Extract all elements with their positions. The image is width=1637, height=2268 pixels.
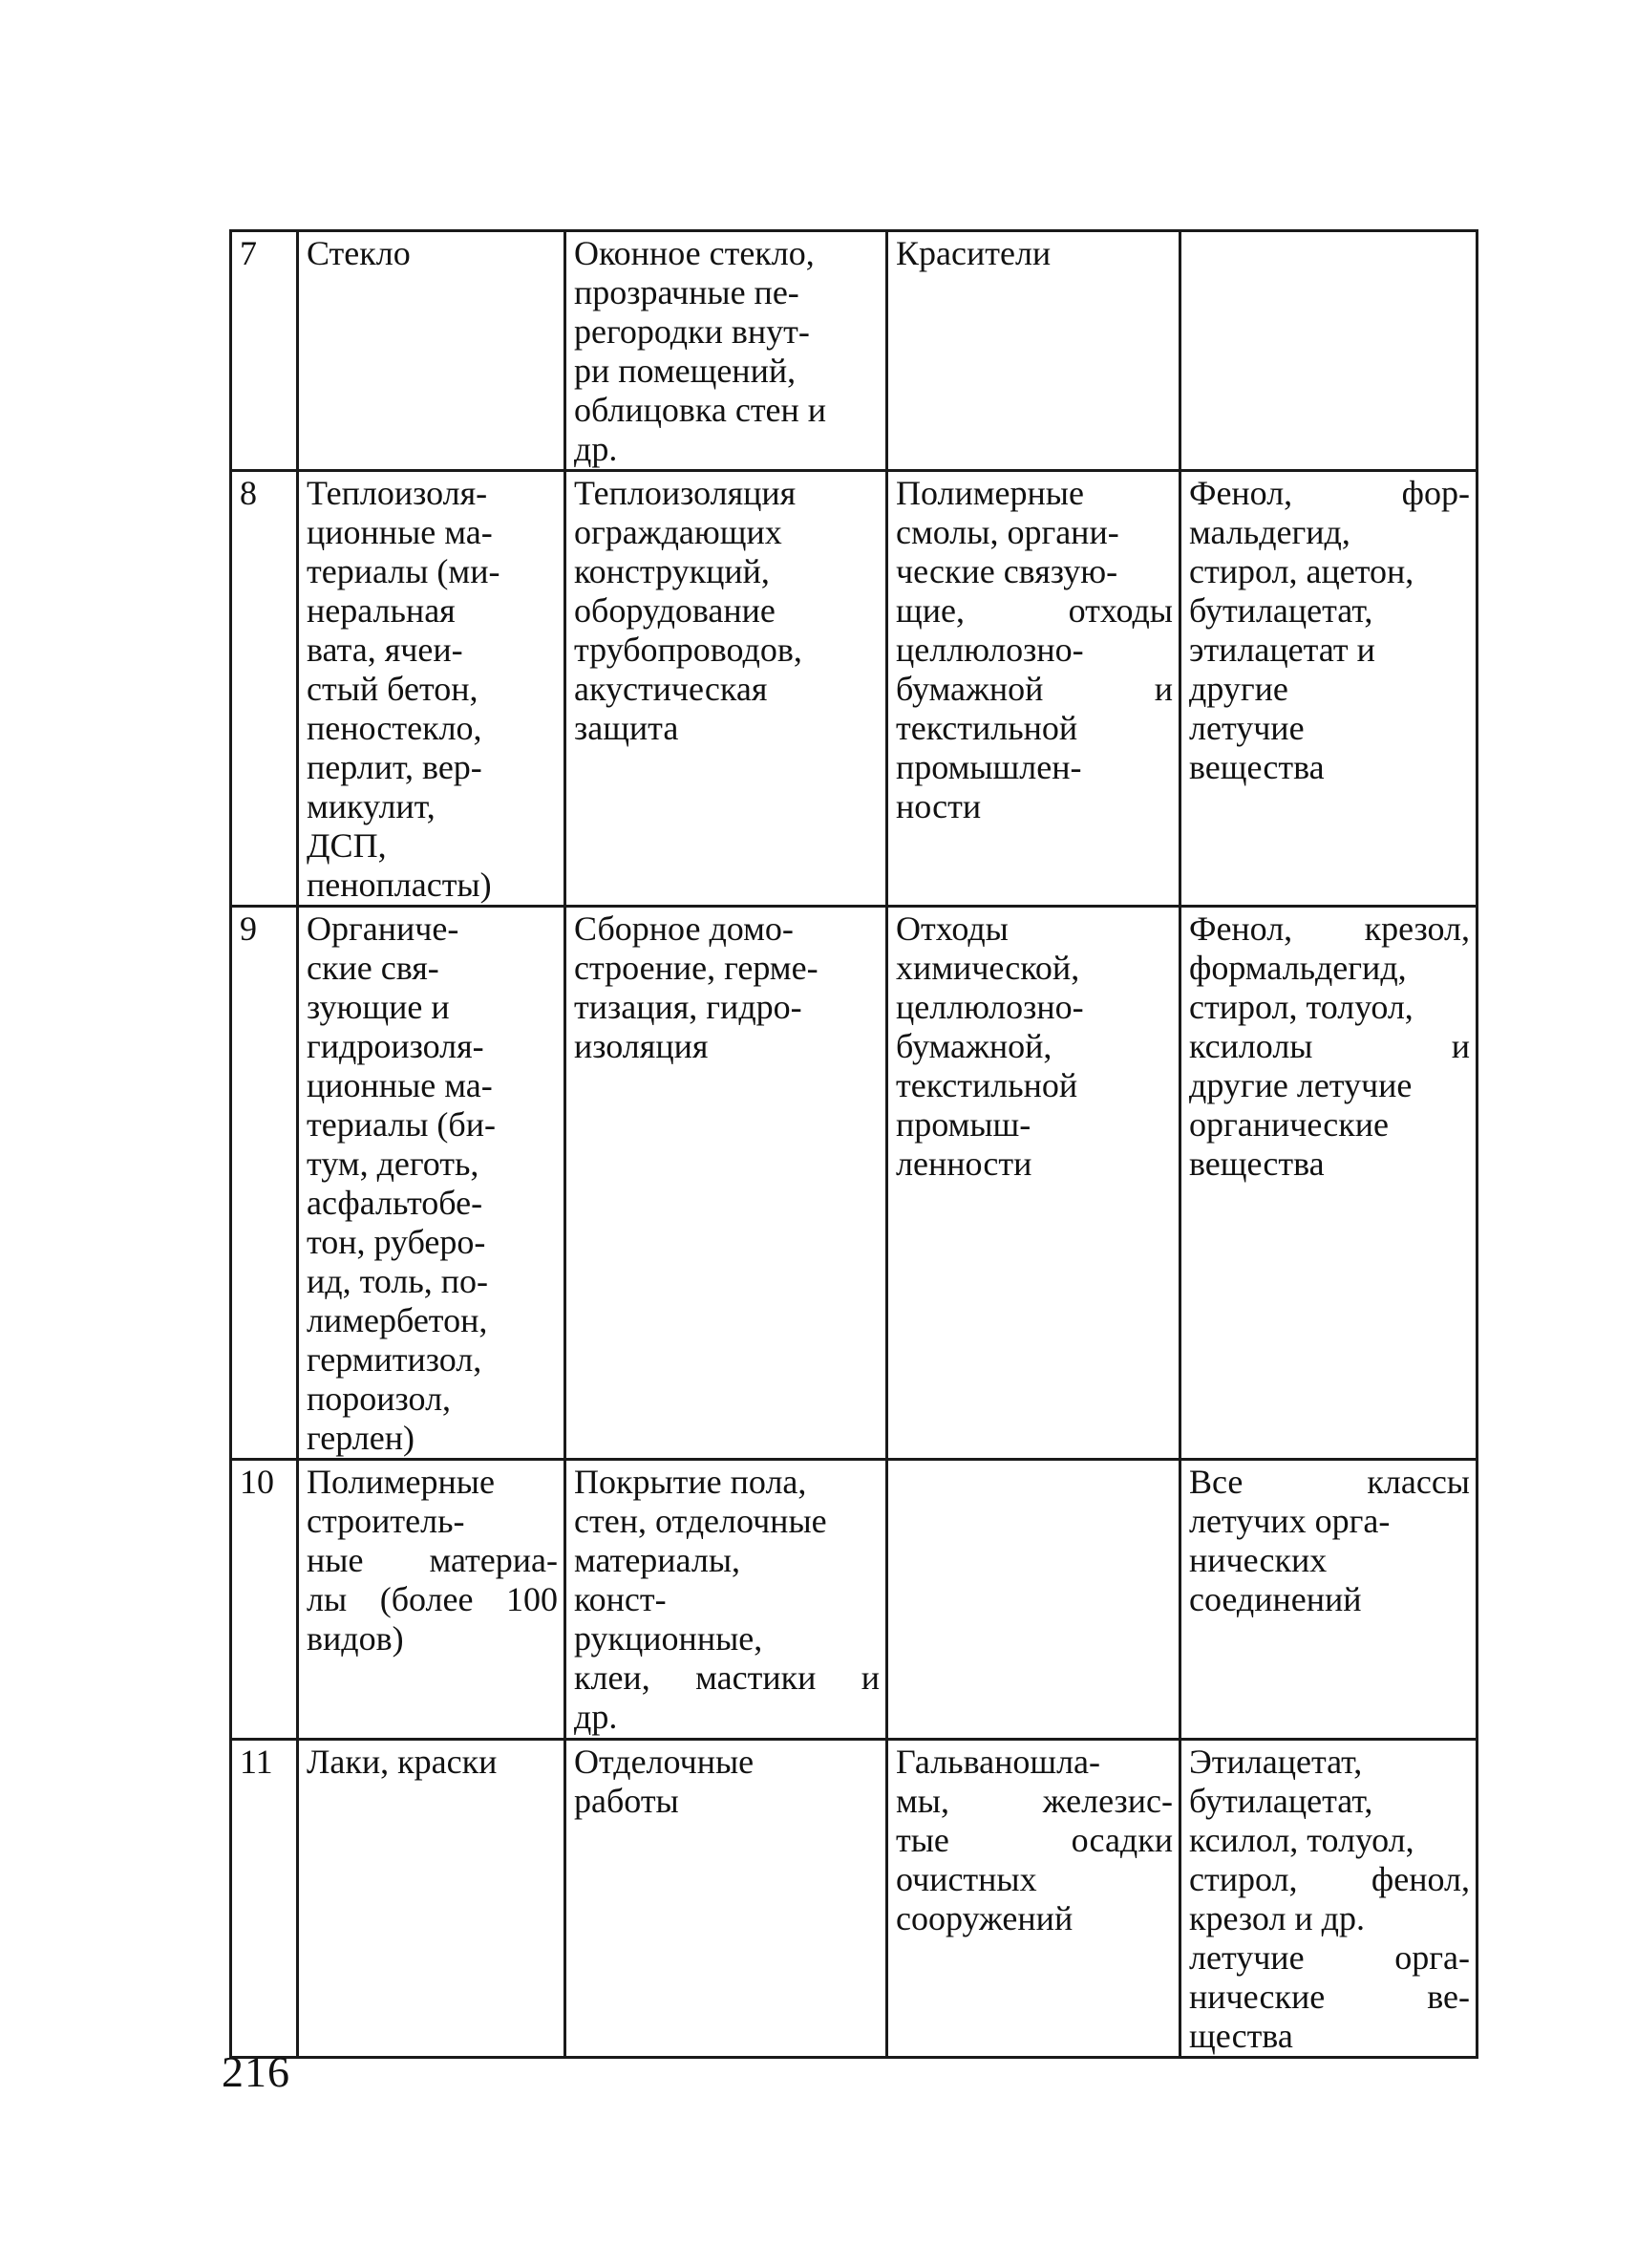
cell-text-line: ДСП, (307, 826, 387, 865)
cell-text-line: органические (1189, 1105, 1389, 1144)
table-row (231, 1740, 1478, 2058)
cell-text-line: конст- (574, 1580, 667, 1618)
cell-text-line: крезол и др. (1189, 1899, 1365, 1937)
cell-text-line: асфальтобе- (307, 1184, 483, 1222)
table-cell-application (565, 1740, 887, 2058)
cell-text-line: Сборное домо- (574, 909, 794, 948)
table-cell-application (565, 1460, 887, 1740)
table-cell-emissions (1180, 1460, 1478, 1740)
cell-text-line: Теплоизоляция (574, 474, 797, 512)
cell-text-line: ционные ма- (307, 513, 493, 551)
table-cell-num (231, 471, 298, 907)
cell-text-line: соединений (1189, 1580, 1362, 1618)
cell-text-line: текстильной (896, 1066, 1078, 1104)
cell-text-line: облицовка стен и (574, 391, 827, 429)
table-cell-emissions (1180, 1740, 1478, 2058)
cell-text-line: териалы (ми- (307, 552, 500, 590)
cell-text-line: текстильной (896, 709, 1078, 747)
cell-text-line: этилацетат и (1189, 631, 1375, 669)
table-cell-material (298, 1460, 565, 1740)
cell-text-line: гермитизол, (307, 1340, 482, 1379)
cell-text-line: ксилолы и (1189, 1027, 1470, 1065)
cell-text-line: бутилацетат, (1189, 591, 1373, 630)
table-row (231, 231, 1478, 471)
cell-text-line: тон, руберо- (307, 1223, 486, 1261)
table-row (231, 1460, 1478, 1740)
cell-text-line: строение, герме- (574, 949, 818, 987)
cell-text-line: териалы (би- (307, 1105, 496, 1144)
table-cell-emissions (1180, 907, 1478, 1460)
table-cell-num (231, 907, 298, 1460)
table-cell-material (298, 471, 565, 907)
cell-text-line: лы (более 100 (307, 1580, 558, 1618)
cell-text-line: гидроизоля- (307, 1027, 484, 1065)
cell-text-line: оборудование (574, 591, 776, 630)
row-number: 9 (240, 909, 257, 948)
row-number: 11 (240, 1743, 273, 1781)
cell-text-line: изоляция (574, 1027, 709, 1065)
cell-text-line: Гальваношла- (896, 1743, 1101, 1781)
cell-text-line: клеи, мастики и (574, 1658, 880, 1697)
cell-text-line: другие летучие (1189, 1066, 1413, 1104)
table-cell-application (565, 231, 887, 471)
cell-text-line: ские свя- (307, 949, 439, 987)
table-row (231, 907, 1478, 1460)
cell-text-line: бумажной и (896, 670, 1173, 708)
cell-text-line: Теплоизоля- (307, 474, 488, 512)
cell-text-line: Полимерные (307, 1463, 495, 1501)
cell-text-line: Лаки, краски (307, 1743, 498, 1781)
cell-text-line: целлюлозно- (896, 631, 1084, 669)
row-number: 7 (240, 234, 257, 272)
cell-text-line: Отделочные (574, 1743, 755, 1781)
cell-text-line: ционные ма- (307, 1066, 493, 1104)
cell-text-line: Отходы (896, 909, 1009, 948)
cell-text-line: летучие орга- (1189, 1938, 1470, 1977)
cell-text-line: рукционные, (574, 1619, 763, 1658)
cell-text-line: химической, (896, 949, 1080, 987)
cell-text-line: летучие (1189, 709, 1305, 747)
cell-text-line: видов) (307, 1619, 404, 1658)
cell-text-line: прозрачные пе- (574, 273, 799, 311)
cell-text-line: щие, отходы (896, 591, 1173, 630)
cell-text-line: формальдегид, (1189, 949, 1407, 987)
table-cell-waste (887, 231, 1180, 471)
table-cell-material (298, 907, 565, 1460)
cell-text-line: Фенол, крезол, (1189, 909, 1470, 948)
cell-text-line: стирол, фенол, (1189, 1860, 1470, 1898)
cell-text-line: микулит, (307, 787, 436, 825)
cell-text-line: Покрытие пола, (574, 1463, 807, 1501)
cell-text-line: нические ве- (1189, 1978, 1470, 2016)
cell-text-line: щества (1189, 2017, 1293, 2055)
cell-text-line: нических (1189, 1541, 1328, 1579)
cell-text-line: лимербетон, (307, 1301, 488, 1339)
cell-text-line: пеностекло, (307, 709, 482, 747)
table-cell-emissions (1180, 231, 1478, 471)
cell-text-line: ид, толь, по- (307, 1262, 489, 1300)
cell-text-line: бутилацетат, (1189, 1782, 1373, 1820)
cell-text-line: пенопласты) (307, 866, 492, 904)
cell-text-line: пороизол, (307, 1380, 452, 1418)
cell-text-line: ности (896, 787, 982, 825)
cell-text-line: тые осадки (896, 1821, 1173, 1859)
cell-text-line: конструкций, (574, 552, 770, 590)
cell-text-line: летучих орга- (1189, 1502, 1391, 1540)
cell-text-line: стирол, ацетон, (1189, 552, 1414, 590)
row-number: 8 (240, 474, 257, 512)
cell-text-line: тум, деготь, (307, 1145, 479, 1183)
cell-text-line: работы (574, 1782, 679, 1820)
table-cell-waste (887, 1460, 1180, 1740)
table-body (231, 231, 1478, 2058)
cell-text-line: промышлен- (896, 748, 1082, 786)
cell-text-line: промыш- (896, 1105, 1031, 1144)
cell-text-line: Все классы (1189, 1463, 1470, 1501)
cell-text-line: очистных (896, 1860, 1037, 1898)
cell-text-line: перлит, вер- (307, 748, 482, 786)
table-cell-waste (887, 471, 1180, 907)
table-cell-num (231, 1740, 298, 2058)
cell-text-line: ри помещений, (574, 352, 797, 390)
cell-text-line: герлен) (307, 1419, 415, 1457)
cell-text-line: мальдегид, (1189, 513, 1350, 551)
cell-text-line: тизация, гидро- (574, 988, 802, 1026)
table-row (231, 471, 1478, 907)
cell-text-line: др. (574, 430, 618, 468)
cell-text-line: стый бетон, (307, 670, 478, 708)
cell-text-line: вата, ячеи- (307, 631, 463, 669)
cell-text-line: целлюлозно- (896, 988, 1084, 1026)
cell-text-line: стен, отделочные (574, 1502, 827, 1540)
materials-table (229, 229, 1478, 2059)
cell-text-line: зующие и (307, 988, 450, 1026)
cell-text-line: акустическая (574, 670, 768, 708)
cell-text-line: трубопроводов, (574, 631, 802, 669)
cell-text-line: смолы, органи- (896, 513, 1119, 551)
cell-text-line: Стекло (307, 234, 411, 272)
cell-text-line: бумажной, (896, 1027, 1052, 1065)
cell-text-line: Органиче- (307, 909, 459, 948)
cell-text-line: ческие связую- (896, 552, 1118, 590)
cell-text-line: вещества (1189, 748, 1325, 786)
cell-text-line: Оконное стекло, (574, 234, 815, 272)
cell-text-line: Красители (896, 234, 1052, 272)
cell-text-line: строитель- (307, 1502, 465, 1540)
table-cell-application (565, 471, 887, 907)
table-cell-waste (887, 907, 1180, 1460)
cell-text-line: неральная (307, 591, 456, 630)
cell-text-line: Этилацетат, (1189, 1743, 1363, 1781)
table-cell-material (298, 1740, 565, 2058)
cell-text-line: др. (574, 1698, 618, 1736)
cell-text-line: Полимерные (896, 474, 1084, 512)
table-cell-num (231, 1460, 298, 1740)
cell-text-line: вещества (1189, 1145, 1325, 1183)
cell-text-line: регородки внут- (574, 312, 810, 351)
cell-text-line: Фенол, фор- (1189, 474, 1470, 512)
cell-text-line: мы, железис- (896, 1782, 1173, 1820)
cell-text-line: ленности (896, 1145, 1032, 1183)
page-number: 216 (222, 2047, 290, 2096)
cell-text-line: ные материа- (307, 1541, 558, 1579)
cell-text-line: ограждающих (574, 513, 782, 551)
cell-text-line: стирол, толуол, (1189, 988, 1414, 1026)
table-cell-application (565, 907, 887, 1460)
cell-text-line: ксилол, толуол, (1189, 1821, 1414, 1859)
row-number: 10 (240, 1463, 274, 1501)
table-cell-material (298, 231, 565, 471)
table-cell-num (231, 231, 298, 471)
table-cell-emissions (1180, 471, 1478, 907)
cell-text-line: защита (574, 709, 679, 747)
cell-text-line: другие (1189, 670, 1288, 708)
cell-text-line: материалы, (574, 1541, 741, 1579)
table-cell-waste (887, 1740, 1180, 2058)
cell-text-line: сооружений (896, 1899, 1074, 1937)
